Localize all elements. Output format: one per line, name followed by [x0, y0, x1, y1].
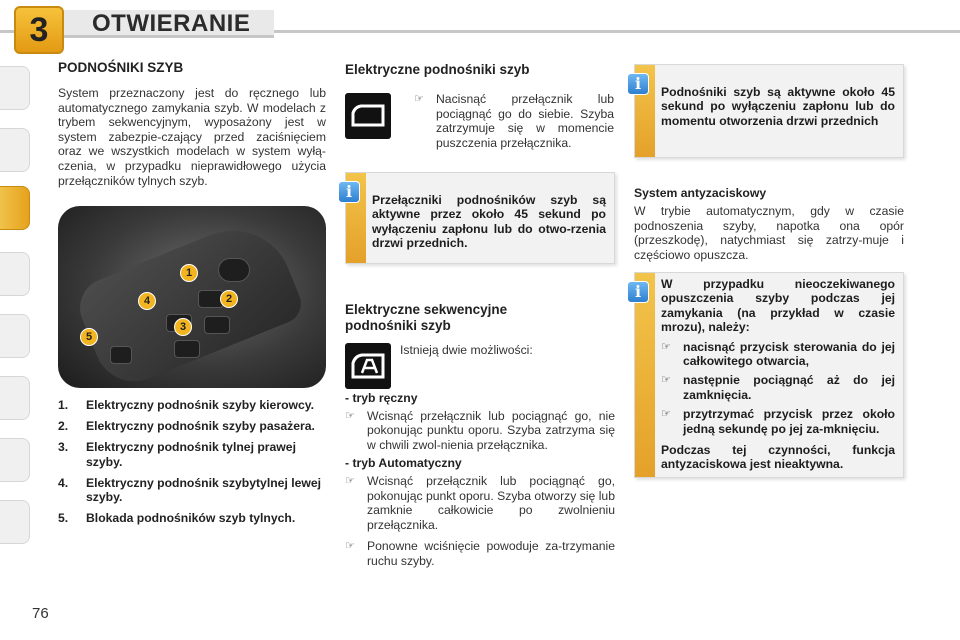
section-sequential [345, 302, 615, 334]
chapter-tabs [0, 66, 36, 576]
chapter-badge: 3 [14, 6, 64, 54]
legend-item: 2. Elektryczny podnośnik szyby pasażera. [58, 419, 315, 434]
info-step: ☞ następnie pociągnąć aż do jej zamknięcia. [661, 373, 895, 402]
chapter-tab[interactable] [0, 438, 30, 482]
info-icon: i [627, 281, 649, 303]
hand-pointer-icon: ☞ [414, 93, 424, 105]
hand-pointer-icon: ☞ [661, 408, 671, 421]
hand-pointer-icon: ☞ [345, 540, 355, 553]
door-panel [71, 213, 307, 388]
info-step: ☞ przytrzymać przycisk przez około jedną sekundę po jej za-mknięciu. [661, 407, 895, 436]
instruction-bullet: ☞ Wcisnąć przełącznik lub pociągnąć go, pokonując punkt oporu. Szyba otworzy się lub zamknie całkowicie po zwolnieniu przełącznika. [345, 473, 615, 532]
instruction-bullet: ☞ Ponowne wciśnięcie powoduje za-trzymanie ruchu szyby. [345, 539, 615, 568]
section-text: W trybie automatycznym, gdy w czasie podnoszenia szyby, napotka ona opór (przeszkodę), natychmiast się zatrzy-muje i częściowo opuszcza. [634, 204, 904, 262]
photo-legend [58, 398, 326, 532]
mode-label: - tryb Automatyczny [345, 456, 462, 471]
window-icon [345, 93, 391, 139]
legend-item: 4. Elektryczny podnośnik szybytylnej lewej szyby. [58, 475, 322, 505]
section-title: Elektryczne sekwencyjne podnośniki szyb [345, 302, 508, 333]
legend-item: 5. Blokada podnośników szyb tylnych. [58, 511, 296, 526]
sequential-modes [345, 391, 615, 569]
switch-passenger [204, 316, 230, 334]
section-title: PODNOŚNIKI SZYB [58, 60, 184, 75]
chapter-tab[interactable] [0, 500, 30, 544]
legend-item: 1. Elektryczny podnośnik szyby kierowcy. [58, 398, 315, 412]
chapter-tab-active[interactable] [0, 186, 30, 230]
info-text: Podnośniki szyb są aktywne około 45 sekund po wyłączeniu zapłonu lub do momentu otworzenia drzwi przednich [661, 85, 895, 128]
legend-item: 3. Elektryczny podnośnik tylnej prawej szyby. [58, 440, 296, 469]
mirror-control [218, 258, 250, 282]
chapter-tab[interactable] [0, 376, 30, 420]
section-podnosniki [58, 60, 326, 188]
page-header [0, 0, 960, 58]
switch-lock [110, 346, 132, 364]
callout-marker: 5 [80, 328, 98, 346]
callout-marker: 2 [220, 290, 238, 308]
hand-pointer-icon: ☞ [345, 409, 355, 422]
info-strip [635, 273, 655, 477]
callout-marker: 3 [174, 318, 192, 336]
instruction-bullet: ☞ Nacisnąć przełącznik lub pociągnąć go do siebie. Szyba zatrzymuje się w momencie puszczenia przełącznika. [414, 92, 614, 150]
chapter-tab[interactable] [0, 128, 30, 172]
info-icon: i [627, 73, 649, 95]
page-number: 76 [32, 605, 49, 622]
mode-label: - tryb ręczny [345, 391, 418, 405]
info-text: W przypadku nieoczekiwanego opuszczenia szyby podczas jej zamykania (na przykład w czasie mrozu), należy: ☞ nacisnąć przycisk sterowania do jej całkowitego otwarcia, ☞ następnie pociągnąć aż do jej zamknięcia. ☞ przytrzymać przycisk przez około jedną sekundę po jej za-mknięciu. Podczas tej czynności, funkcja antyzaciskowa jest nieaktywna. [661, 277, 895, 472]
section-intro: System przeznaczony jest do ręcznego lub automatycznego zamykania szyb. W modelach z trybem sekwencyjnym, wyposażony jest w system zabezpie-czający przed zaciśnięciem oraz we wszystkich modelach w system wyłą-czenia, w przypadku nieprawidłowego użycia przełączników tylnych szyb. [58, 86, 326, 188]
callout-marker: 1 [180, 264, 198, 282]
chapter-tab[interactable] [0, 66, 30, 110]
section-subtitle: System antyzaciskowy [634, 186, 767, 200]
sequential-intro: Istnieją dwie możliwości: [400, 343, 533, 357]
info-box [345, 172, 615, 264]
info-text: Przełączniki podnośników szyb są aktywne przez około 45 sekund po wyłączeniu zapłonu lub do otwo-rzenia drzwi przednich. [372, 193, 606, 251]
instruction-bullet: ☞ Wcisnąć przełącznik lub pociągnąć go, nie pokonując punktu oporu. Szyba zatrzyma się w chwili zwol-nienia przełącznika. [345, 408, 615, 452]
hand-pointer-icon: ☞ [345, 474, 355, 487]
chapter-tab[interactable] [0, 252, 30, 296]
section-title: Elektryczne podnośniki szyb [345, 62, 530, 77]
hand-pointer-icon: ☞ [661, 340, 671, 353]
info-icon: i [338, 181, 360, 203]
page-title: OTWIERANIE [92, 10, 251, 37]
section-anti-pinch [634, 186, 904, 262]
callout-marker: 4 [138, 292, 156, 310]
info-box [634, 272, 904, 478]
info-step: ☞ nacisnąć przycisk sterowania do jej całkowitego otwarcia, [661, 339, 895, 369]
window-switch-panel-photo [58, 206, 326, 388]
info-box [634, 64, 904, 158]
switch-rear-right [174, 340, 200, 358]
auto-window-icon [345, 343, 391, 389]
chapter-tab[interactable] [0, 314, 30, 358]
hand-pointer-icon: ☞ [661, 374, 671, 387]
